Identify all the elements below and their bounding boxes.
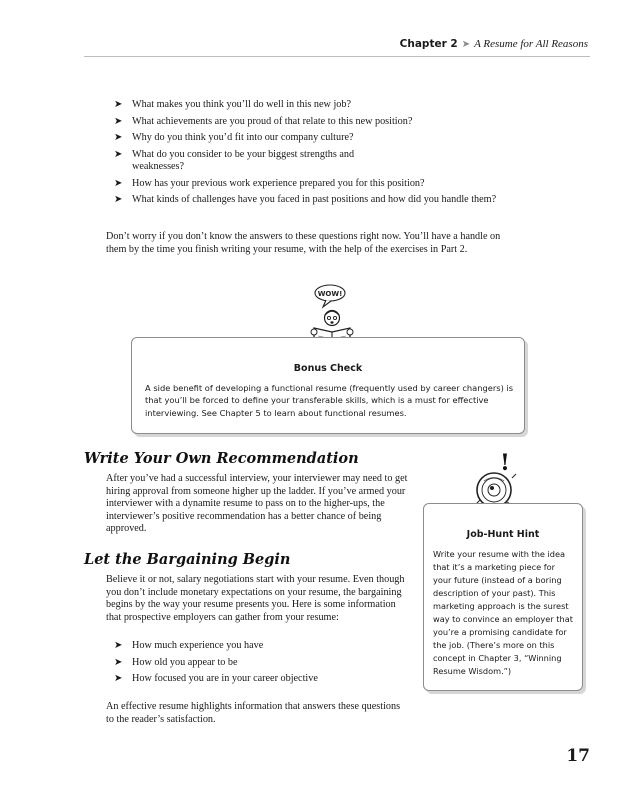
- section-heading-bargaining: Let the Bargaining Begin: [84, 551, 291, 568]
- header-rule: [84, 56, 590, 57]
- exclamation-mark: !: [500, 450, 510, 476]
- job-hunt-hint-body: Write your resume with the idea that it’s a marketing piece for your future (instead of a boring description of your past). This marketing approach is the surest way to convince an employer that you’re a promising candidate for the job. (There’s more on this concept in Chapter 3, “Winning Resume Wisdom.”): [433, 549, 573, 676]
- interview-questions-list: [114, 99, 509, 211]
- list-item: ➤ How much experience you have: [114, 640, 264, 651]
- bullet-arrow-icon: ➤: [114, 656, 123, 668]
- list-item: ➤ What do you consider to be your biggest strengths and weaknesses?: [114, 148, 355, 172]
- section-heading-recommendation: Write Your Own Recommendation: [84, 450, 359, 467]
- bullet-arrow-icon: ➤: [114, 132, 123, 143]
- job-hunt-hint-title: Job-Hunt Hint: [466, 529, 540, 540]
- list-item: ➤ What makes you think you’ll do well in this new job?: [114, 99, 351, 110]
- intro-paragraph: Don’t worry if you don’t know the answers to these questions right now. You’ll have a handle on them by the time you finish writing your resume, with the help of the exercises in Part 2.: [106, 231, 501, 255]
- bargaining-closing: An effective resume highlights information that answers these questions to the reader’s satisfaction.: [106, 701, 401, 725]
- bonus-check-box: [131, 337, 525, 434]
- bullet-arrow-icon: ➤: [114, 177, 123, 189]
- wow-bubble-text: WOW!: [317, 290, 343, 298]
- job-hunt-hint-box: [423, 503, 583, 691]
- bullet-arrow-icon: ➤: [114, 115, 123, 127]
- bonus-check-body: A side benefit of developing a functional resume (frequently used by career changers) is that you’ll be forced to define your transferable skills, which is a must for effective interviewing. See Chapter 5 to learn about functional resumes.: [145, 383, 514, 418]
- list-item: ➤ How has your previous work experience prepared you for this position?: [114, 177, 425, 189]
- bargaining-bullets: [114, 640, 404, 690]
- list-item: ➤ Why do you think you’d fit into our company culture?: [114, 132, 354, 143]
- running-header: [0, 38, 588, 50]
- bullet-arrow-icon: ➤: [114, 99, 123, 110]
- header-arrow-icon: ➤: [461, 39, 471, 50]
- list-item: ➤ How old you appear to be: [114, 656, 238, 668]
- header-chapter: Chapter 2: [399, 38, 458, 50]
- list-item: ➤ What achievements are you proud of that relate to this new position?: [114, 115, 413, 127]
- bullet-arrow-icon: ➤: [114, 148, 123, 160]
- recommendation-paragraph: After you’ve had a successful interview, your interviewer may need to get hiring approval from someone higher up the ladder. If you’ve armed your interviewer with a dynamite resume to pass on to the higher-ups, the interviewer’s positive recommendation has a better chance of being approved.: [106, 473, 408, 535]
- bullet-arrow-icon: ➤: [114, 194, 123, 205]
- list-item: ➤ What kinds of challenges have you faced in past positions and how did you handle them?: [114, 194, 497, 205]
- header-subtitle: A Resume for All Reasons: [474, 38, 588, 50]
- bonus-check-title: Bonus Check: [293, 363, 363, 374]
- page-number: 17: [566, 746, 590, 766]
- bullet-arrow-icon: ➤: [114, 640, 123, 651]
- list-item: ➤ How focused you are in your career objective: [114, 673, 318, 684]
- bullet-arrow-icon: ➤: [114, 673, 123, 684]
- bargaining-paragraph: Believe it or not, salary negotiations start with your resume. Even though you don’t include monetary expectations on your resume, the bargaining begins by the way your resume presents you. Here is some information that prospective employers can gather from your resume:: [106, 574, 405, 623]
